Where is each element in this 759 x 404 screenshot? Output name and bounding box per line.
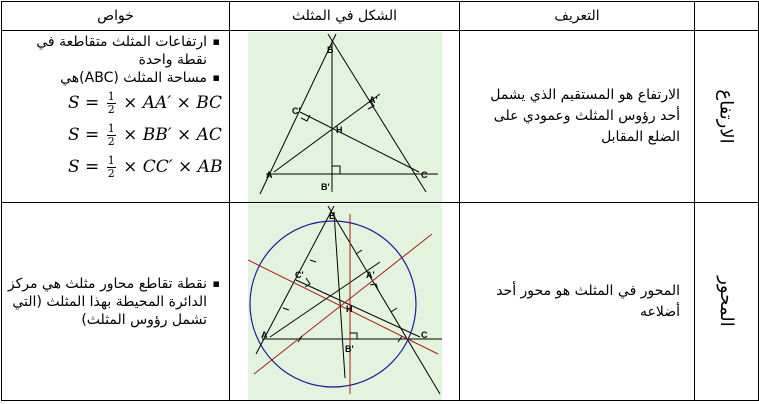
- altitude-cc1: [300, 112, 419, 172]
- area-formula-1: S = $\frac{1}{2}$ × AA′ × BC: [68, 90, 223, 116]
- header-figure: الشكل في المثلث: [230, 2, 460, 31]
- label-b: B: [326, 44, 333, 55]
- altitude-properties: [2, 31, 230, 203]
- altitude-definition: الارتفاع هو المستقيم الذي يشمل أحد رؤوس المثلث وعمودي على الضلع المقابل: [460, 31, 695, 203]
- label-b: B: [328, 210, 335, 221]
- altitude-property-1: ▪ ارتفاعات المثلث متقاطعة في نقطة واحدة: [6, 33, 207, 69]
- label-c: C: [420, 169, 427, 180]
- label-a1: A': [365, 269, 375, 280]
- line-bc: [328, 206, 440, 394]
- line-a-a1: [270, 262, 380, 337]
- header-definition: التعريف: [460, 2, 695, 31]
- header-properties: خواص: [2, 2, 230, 31]
- tick-bc-2: [391, 308, 397, 312]
- label-b1: B': [344, 343, 354, 354]
- label-c: C: [420, 329, 427, 340]
- row-altitude: [2, 31, 759, 203]
- altitude-property-2: ▪ مساحة المثلث (ABC)هي: [6, 69, 207, 87]
- label-a: A: [260, 329, 267, 340]
- altitude-label: الارتفاع: [695, 31, 759, 203]
- altitude-aa1: [274, 94, 380, 172]
- bisector-property-1: ▪ نقطة تقاطع محاور مثلث هي مركز الدائرة المحيطة بهذا المثلث (التي تشمل رؤوس المثلث): [6, 275, 207, 329]
- bisector-label: المحور: [695, 203, 759, 401]
- altitude-figure: [248, 32, 442, 202]
- bisector-ab: [248, 260, 438, 354]
- row-bisector: [2, 203, 759, 401]
- header-blank: [695, 2, 759, 31]
- right-angle-a1: [370, 284, 378, 290]
- area-formula-2: S = $\frac{1}{2}$ × BB′ × AC: [68, 122, 222, 148]
- bisector-definition: المحور في المثلث هو محور أحد أضلاعه: [460, 203, 695, 401]
- label-b1: B': [320, 181, 330, 192]
- tick-ab-2: [283, 308, 289, 310]
- bisector-figure: [248, 204, 442, 400]
- altitude-diagram: [248, 32, 442, 198]
- altitude-figure-cell: [230, 31, 460, 203]
- label-h: H: [335, 124, 342, 135]
- tick-ab-1: [310, 260, 316, 262]
- area-formula-3: S = $\frac{1}{2}$ × CC′ × AB: [68, 154, 223, 180]
- geometry-table: [1, 1, 759, 401]
- bisector-properties: [2, 203, 230, 401]
- label-c1: C': [291, 105, 301, 116]
- label-a1: A': [368, 94, 378, 105]
- line-ab: [256, 206, 334, 354]
- line-c-c1: [296, 280, 420, 337]
- bisector-figure-cell: [230, 203, 460, 401]
- right-angle-b1: [332, 166, 340, 174]
- bisector-diagram: [248, 204, 442, 396]
- header-row: [2, 2, 759, 31]
- right-angle-b1: [350, 333, 357, 339]
- tick-bc-1: [356, 250, 362, 254]
- label-h: H: [345, 303, 352, 314]
- label-a: A: [265, 169, 272, 180]
- circumcircle: [250, 221, 416, 387]
- line-b-h: [334, 212, 345, 378]
- label-c1: C': [294, 269, 304, 280]
